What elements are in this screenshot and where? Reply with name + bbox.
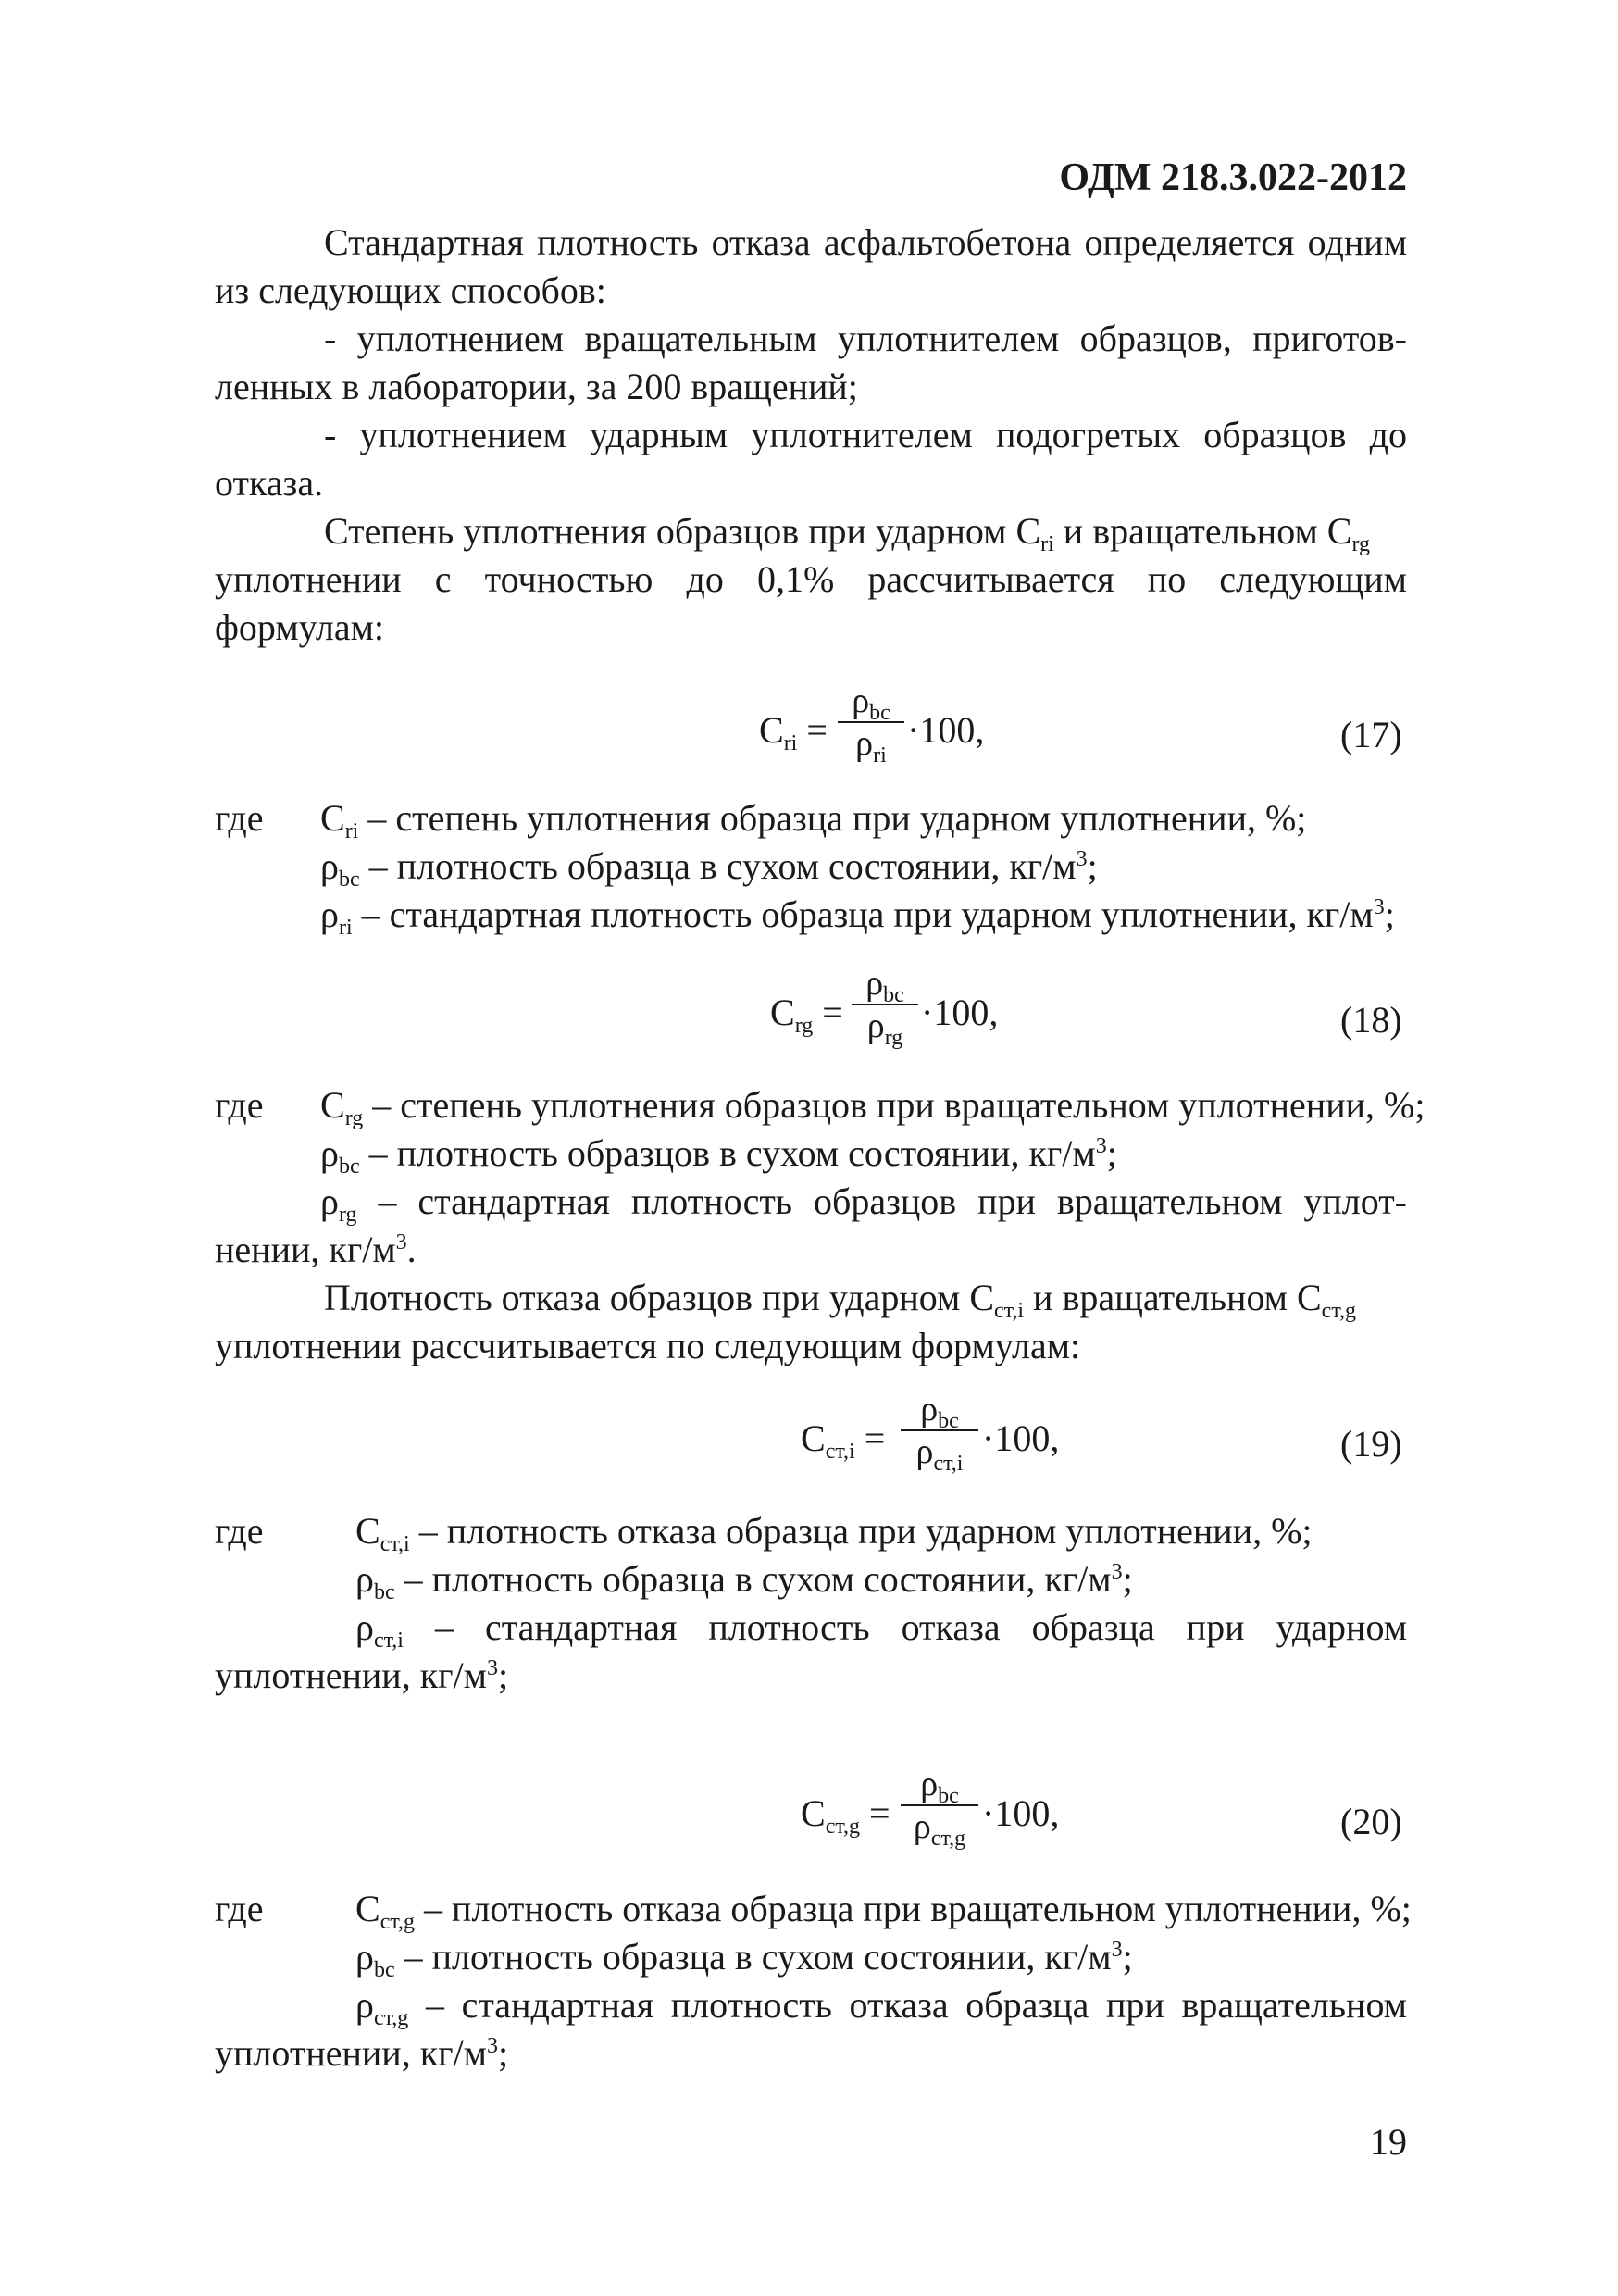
legend-19-line-4: уплотнении, $кг/м^3$; [215,1654,509,1696]
where-label-17: где [215,797,264,839]
formula-17: $C_{ri}$ = $\rho_{bc}$ $\rho_{ri}$ ·100, [759,681,985,767]
where-label-20: где [215,1888,264,1929]
legend-19-line-3: $\rho_{ст,i}$ – стандартная плотность отказа образца при ударном [355,1606,1408,1653]
page-number: 19 [1370,2121,1407,2163]
equation-number-18: (18) [1340,999,1402,1041]
where-label-19: где [215,1510,264,1552]
legend-20-line-1: $C_{ст,g}$ – плотность отказа образца при вращательном уплотнении, %; [355,1888,1412,1934]
intro-line-1: Стандартная плотность отказа асфальтобетона определяется одним [324,221,1407,263]
equation-number-17: (17) [1340,714,1402,755]
legend-20-line-3: $\rho_{ст,g}$ – стандартная плотность отказа образца при вращательном [355,1984,1407,2030]
intro-line-6: отказа. [215,462,324,504]
legend-18-line-1: $C_{rg}$ – степень уплотнения образцов при вращательном уплотнении, %; [320,1084,1425,1130]
where-label-18: где [215,1084,264,1126]
legend-17-line-3: $\rho_{ri}$ – стандартная плотность образца при ударном уплотнении, $кг/м^3$; [320,893,1395,940]
legend-18-line-2: $\rho_{bc}$ – плотность образцов в сухом состоянии, $кг/м^3$; [320,1132,1117,1179]
degree-line-3: формулам: [215,606,385,648]
density-line-2: уплотнении рассчитывается по следующим формулам: [215,1325,1081,1366]
density-line-1: Плотность отказа образцов при ударном $C_{ст,i}$ и вращательном $C_{ст,g}$ [324,1277,1357,1323]
legend-18-line-4: нении, $кг/м^3$. [215,1229,417,1270]
legend-19-line-2: $\rho_{bc}$ – плотность образца в сухом состоянии, $кг/м^3$; [355,1558,1133,1604]
intro-line-2: из следующих способов: [215,269,606,311]
degree-line-1: Степень уплотнения образцов при ударном $C_{ri}$ и вращательном $C_{rg}$ [324,510,1370,556]
legend-20-line-2: $\rho_{bc}$ – плотность образца в сухом состоянии, $кг/м^3$; [355,1936,1133,1982]
legend-18-line-3: $\rho_{rg}$ – стандартная плотность образцов при вращательном уплот- [320,1180,1407,1227]
formula-20: $C_{ст,g}$ = $\rho_{bc}$ $\rho_{ст,g}$ ·100, [801,1765,1060,1851]
degree-line-2: уплотнении с точностью до 0,1% рассчитывается по следующим [215,558,1407,600]
legend-17-line-2: $\rho_{bc}$ – плотность образца в сухом состоянии, $кг/м^3$; [320,845,1098,892]
intro-line-5: - уплотнением ударным уплотнителем подогретых образцов до [324,414,1407,455]
formula-18: $C_{rg}$ = $\rho_{bc}$ $\rho_{rg}$ ·100, [770,964,999,1050]
legend-17-line-1: $C_{ri}$ – степень уплотнения образца при ударном уплотнении, %; [320,797,1307,843]
legend-19-line-1: $C_{ст,i}$ – плотность отказа образца при ударном уплотнении, %; [355,1510,1313,1556]
intro-line-4: ленных в лаборатории, за 200 вращений; [215,366,858,407]
document-code: ОДМ 218.3.022-2012 [1059,156,1407,199]
equation-number-20: (20) [1340,1801,1402,1842]
legend-20-line-4: уплотнении, $кг/м^3$; [215,2032,509,2074]
equation-number-19: (19) [1340,1423,1402,1465]
intro-line-3: - уплотнением вращательным уплотнителем образцов, приготов- [324,318,1407,359]
formula-19: $C_{ст,i}$ = $\rho_{bc}$ $\rho_{ст,i}$ ·100, [801,1390,1060,1476]
